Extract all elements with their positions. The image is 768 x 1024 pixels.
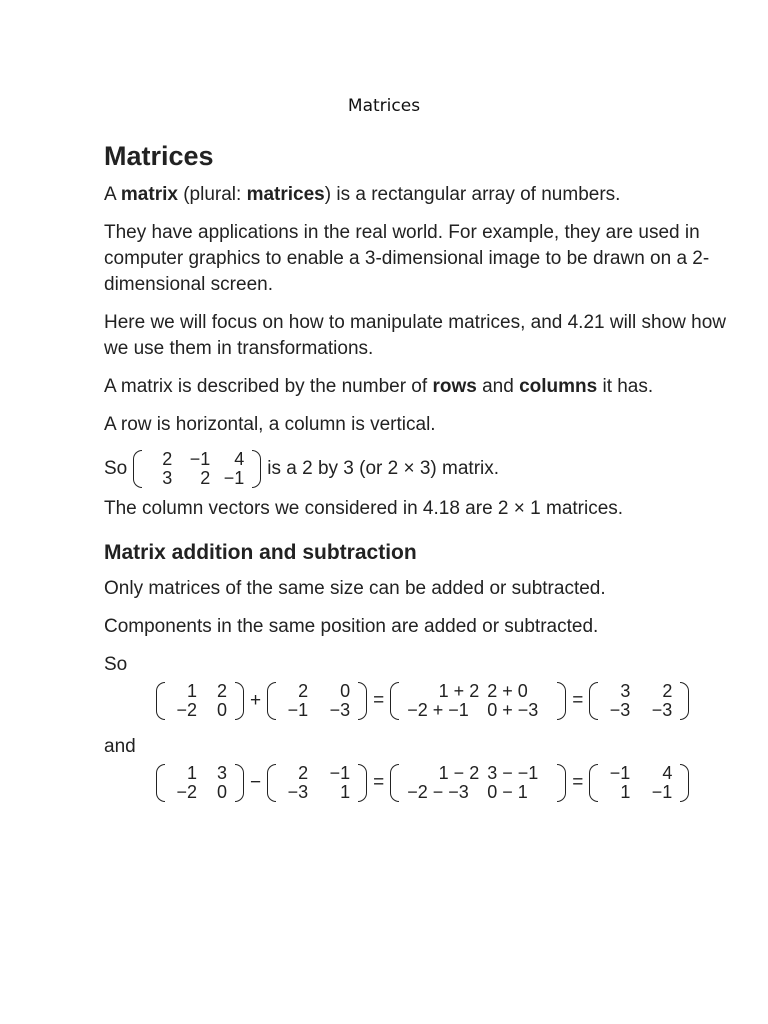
content (104, 140, 744, 816)
matrix-cell: 2 (298, 762, 309, 783)
matrix-row (146, 450, 248, 469)
matrix-cell: 2 (162, 449, 173, 470)
right-paren (557, 682, 566, 720)
matrix-cell: −1 (223, 468, 245, 489)
right-paren (358, 764, 367, 802)
matrix-cell: −2 − −3 (407, 781, 469, 802)
and-label: and (104, 735, 136, 757)
applications-paragraph: They have applications in the real world. For example, they are used in computer graphics to enable a 3-dimensional image to be drawn on a 2-dimensional screen. (104, 222, 710, 296)
equals-sign: = (572, 771, 584, 793)
section-heading: Matrix addition and subtraction (104, 541, 417, 565)
focus-paragraph: Here we will focus on how to manipulate matrices, and 4.21 will show how we use them in transformations. (104, 312, 727, 360)
matrix-b (267, 764, 367, 802)
subtraction-equation (154, 764, 744, 802)
example-matrix-line (104, 450, 744, 488)
plus-operator: + (250, 689, 262, 711)
left-paren (589, 764, 598, 802)
matrix-row (169, 701, 231, 720)
matrix-row (602, 682, 676, 701)
matrix-cell: 4 (662, 762, 673, 783)
addition-equation (154, 682, 744, 720)
so-label: So (104, 653, 128, 675)
matrix-row (169, 764, 231, 783)
matrix-cell: 1 − 2 (438, 762, 480, 783)
right-paren (235, 764, 244, 802)
matrix-row (403, 783, 553, 802)
matrix-a (156, 764, 244, 802)
running-head: Matrices (347, 96, 421, 116)
result-matrix (589, 682, 689, 720)
example-matrix (133, 450, 261, 488)
matrix-cell: 2 (298, 680, 309, 701)
left-paren (589, 682, 598, 720)
same-position-paragraph: Components in the same position are added or subtracted. (104, 615, 599, 637)
equals-sign: = (373, 771, 385, 793)
matrix-cell: −3 (609, 699, 631, 720)
page-title: Matrices (104, 141, 214, 171)
matrix-cell: 3 (216, 762, 227, 783)
matrix-row (146, 469, 248, 488)
right-paren (252, 450, 261, 488)
matrix-row (280, 701, 354, 720)
matrix-row (602, 701, 676, 720)
minus-operator: − (250, 771, 262, 793)
matrix-row (280, 764, 354, 783)
matrix-row (169, 783, 231, 802)
matrix-cell: 1 (620, 781, 631, 802)
matrix-cell: 3 (162, 468, 173, 489)
matrix-row (403, 701, 553, 720)
left-paren (267, 682, 276, 720)
matrix-cell: −2 (176, 699, 197, 720)
matrix-cell: 0 − 1 (487, 781, 528, 802)
matrix-cell: 0 + −3 (487, 699, 539, 720)
matrix-cell: 2 (662, 680, 673, 701)
matrix-row (602, 783, 676, 802)
left-paren (390, 764, 399, 802)
matrix-cell: 2 + 0 (487, 680, 528, 701)
matrix-row (169, 682, 231, 701)
matrix-b (267, 682, 367, 720)
matrix-cell: 2 (200, 468, 211, 489)
matrix-size-text: is a 2 by 3 (or 2 × 3) matrix. (267, 458, 500, 480)
matrix-cell: 2 (216, 680, 227, 701)
matrix-row (280, 783, 354, 802)
matrix-cell: −1 (609, 762, 631, 783)
matrix-cell: −1 (287, 699, 309, 720)
matrix-cell: −2 + −1 (407, 699, 469, 720)
matrix-cell: 1 (186, 680, 197, 701)
matrix-cell: 0 (340, 680, 351, 701)
matrix-cell: −2 (176, 781, 197, 802)
row-column-paragraph: A row is horizontal, a column is vertical. (104, 414, 436, 436)
matrix-row (280, 682, 354, 701)
matrix-cell: 3 (620, 680, 631, 701)
rows-columns-paragraph: A matrix is described by the number of rows and columns it has. (104, 376, 654, 398)
left-paren (390, 682, 399, 720)
result-matrix (589, 764, 689, 802)
definition-paragraph: A matrix (plural: matrices) is a rectangular array of numbers. (104, 184, 621, 206)
left-paren (133, 450, 142, 488)
same-size-paragraph: Only matrices of the same size can be added or subtracted. (104, 577, 606, 599)
matrix-cell: −3 (329, 699, 351, 720)
working-matrix (390, 764, 566, 802)
matrix-cell: −3 (651, 699, 673, 720)
matrix-row (602, 764, 676, 783)
so-label: So (104, 458, 128, 480)
equals-sign: = (373, 689, 385, 711)
matrix-cell: 1 (340, 781, 351, 802)
matrix-cell: 1 + 2 (438, 680, 480, 701)
matrix-row (403, 682, 553, 701)
matrix-cell: 4 (234, 449, 245, 470)
left-paren (156, 764, 165, 802)
right-paren (358, 682, 367, 720)
right-paren (680, 682, 689, 720)
right-paren (235, 682, 244, 720)
matrix-cell: 1 (186, 762, 197, 783)
left-paren (156, 682, 165, 720)
right-paren (557, 764, 566, 802)
matrix-cell: 0 (216, 781, 227, 802)
matrix-cell: −1 (189, 449, 211, 470)
working-matrix (390, 682, 566, 720)
matrix-cell: 0 (216, 699, 227, 720)
matrix-row (403, 764, 553, 783)
matrix-cell: 3 − −1 (487, 762, 539, 783)
matrix-cell: −1 (651, 781, 673, 802)
matrix-cell: −1 (329, 762, 351, 783)
matrix-a (156, 682, 244, 720)
equals-sign: = (572, 689, 584, 711)
column-vectors-paragraph: The column vectors we considered in 4.18 are 2 × 1 matrices. (104, 498, 624, 520)
right-paren (680, 764, 689, 802)
matrix-cell: −3 (287, 781, 309, 802)
left-paren (267, 764, 276, 802)
